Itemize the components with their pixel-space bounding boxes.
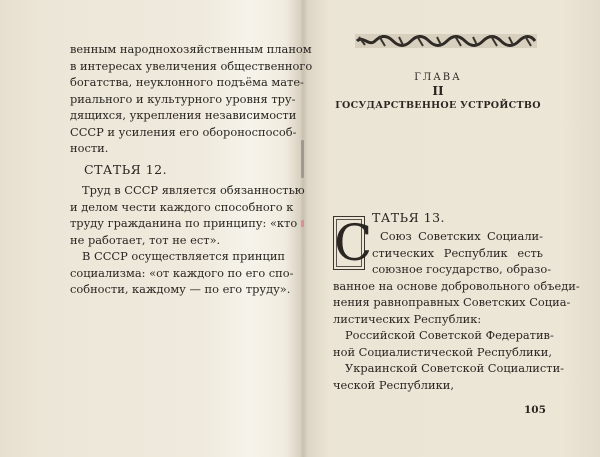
text-line: и делом чести каждого способного к <box>70 199 294 214</box>
text-line: Украинской Советской Социалисти- <box>345 361 565 375</box>
text-line: социализма: «от каждого по его спо- <box>70 265 294 280</box>
text-line: труду гражданина по принципу: «кто <box>70 216 298 230</box>
text-line: ной Социалистической Республики, <box>333 344 552 359</box>
text-line: Союз Советских Социали- <box>380 229 543 243</box>
text-line: дящихся, укрепления независимости <box>70 108 297 122</box>
page-number: 105 <box>524 404 546 416</box>
chapter-number: II <box>432 84 444 98</box>
text-line: не работает, тот не ест». <box>70 232 221 247</box>
text-line: венным народнохозяйственным планом <box>70 42 312 56</box>
chapter-title: ГОСУДАРСТВЕННОЕ УСТРОЙСТВО <box>335 100 541 111</box>
text-line: в интересах увеличения общественного <box>70 58 313 73</box>
text-line: собности, каждому — по его труду». <box>70 282 291 296</box>
text-line: нения равноправных Советских Социа- <box>333 295 571 309</box>
text-line: Труд в СССР является обязанностью <box>82 183 305 197</box>
text-line: ванное на основе добровольного объеди- <box>333 278 580 293</box>
article-heading: ТАТЬЯ 13. <box>372 210 446 225</box>
article-heading: СТАТЬЯ 12. <box>84 162 168 177</box>
drop-cap: С <box>334 214 373 272</box>
text-line: богатства, неуклонного подъёма мате- <box>70 75 304 89</box>
decorative-ornament-icon <box>355 33 537 49</box>
text-line: риального и культурного уровня тру- <box>70 91 296 106</box>
text-line: стических Республик есть <box>372 245 543 260</box>
text-line: В СССР осуществляется принцип <box>82 249 286 263</box>
gutter-shadow <box>301 140 304 178</box>
chapter-label: ГЛАВА <box>414 72 462 83</box>
text-line: Российской Советской Федератив- <box>345 328 554 342</box>
gutter-stitch-mark <box>301 220 304 227</box>
text-line: ческой Республики, <box>333 377 454 392</box>
text-line: СССР и усиления его обороноспособ- <box>70 124 297 139</box>
text-line: листических Республик: <box>333 311 482 326</box>
text-line: союзное государство, образо- <box>372 262 552 276</box>
text-line: ности. <box>70 141 109 155</box>
